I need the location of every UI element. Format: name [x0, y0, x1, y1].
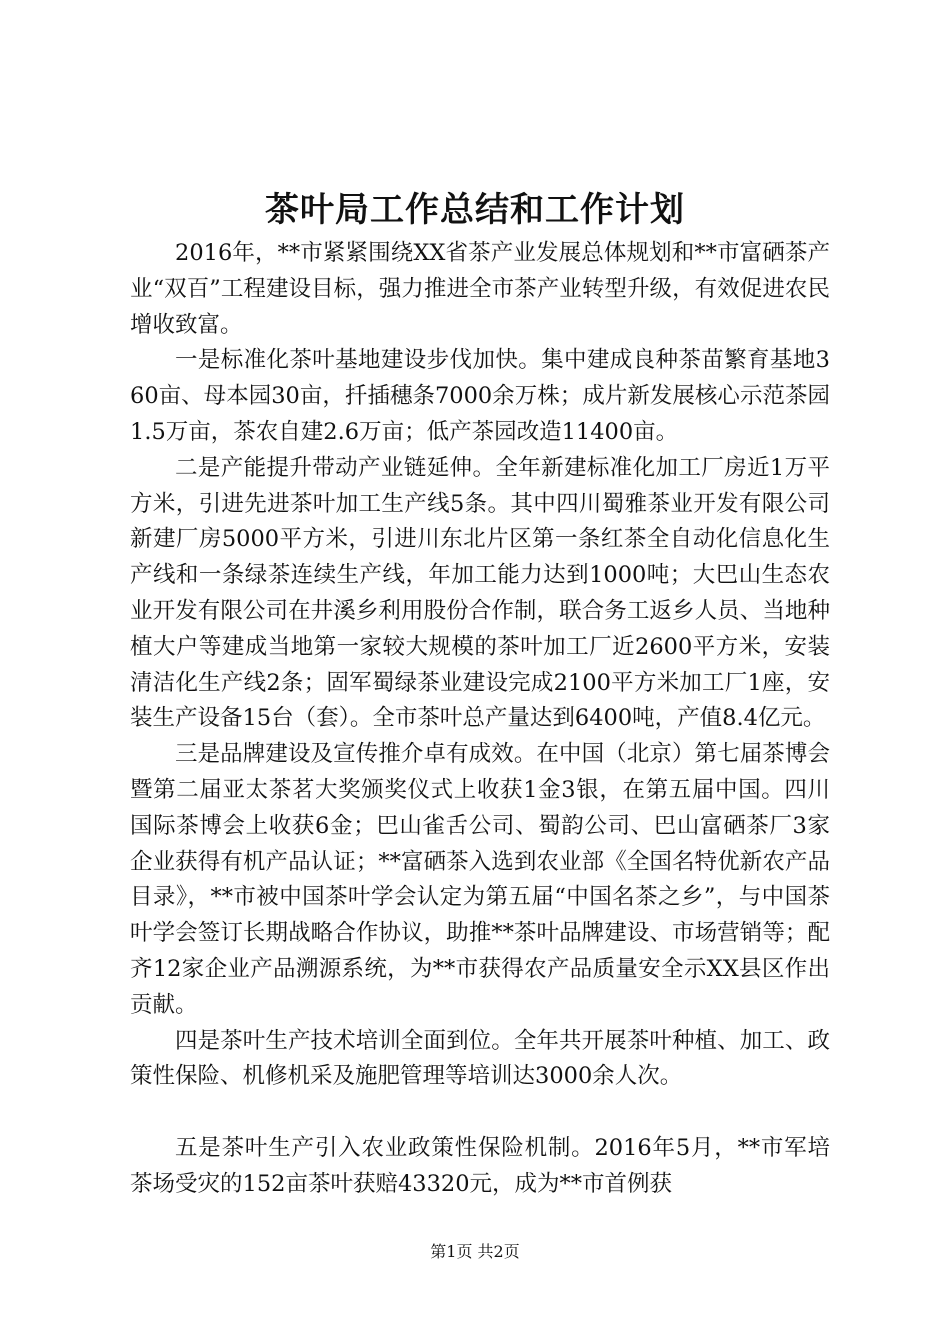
paragraph-training: 四是茶叶生产技术培训全面到位。全年共开展茶叶种植、加工、政策性保险、机修机采及施肥管理等培训达3000余人次。 — [130, 1027, 830, 1090]
paragraph-tea-base: 一是标准化茶叶基地建设步伐加快。集中建成良种茶苗繁育基地360亩、母本园30亩，扦插穗条7000余万株；成片新发展核心示范茶园1.5万亩，茶农自建2.6万亩；低产茶园改造11400亩。 — [130, 347, 830, 445]
paragraph-gap — [130, 1095, 830, 1131]
intro-paragraph: 2016年，**市紧紧围绕XX省茶产业发展总体规划和**市富硒茶产业“双百”工程建设目标，强力推进全市茶产业转型升级，有效促进农民增收致富。 — [130, 240, 830, 338]
paragraph-capacity: 二是产能提升带动产业链延伸。全年新建标准化加工厂房近1万平方米，引进先进茶叶加工生产线5条。其中四川蜀雅茶业开发有限公司新建厂房5000平方米，引进川东北片区第一条红茶全自动化信息化生产线和一条绿茶连续生产线，年加工能力达到1000吨；大巴山生态农业开发有限公司在井溪乡利用股份合作制，联合务工返乡人员、当地种植大户等建成当地第一家较大规模的茶叶加工厂近2600平方米，安装清洁化生产线2条；固军蜀绿茶业建设完成2100平方米加工厂1座，安装生产设备15台（套）。全市茶叶总产量达到6400吨，产值8.4亿元。 — [130, 454, 830, 732]
paragraph-insurance: 五是茶叶生产引入农业政策性保险机制。2016年5月，**市军培茶场受灾的152亩茶叶获赔43320元，成为**市首例获 — [130, 1135, 830, 1197]
page-number-footer: 第1页 共2页 — [430, 1242, 520, 1261]
document-title: 茶叶局工作总结和工作计划 — [265, 190, 685, 230]
paragraph-brand: 三是品牌建设及宣传推介卓有成效。在中国（北京）第七届茶博会暨第二届亚太茶茗大奖颁奖仪式上收获1金3银，在第五届中国。四川国际茶博会上收获6金；巴山雀舌公司、蜀韵公司、巴山富硒茶厂3家企业获得有机产品认证；**富硒茶入选到农业部《全国名特优新农产品目录》，**市被中国茶叶学会认定为第五届“中国名茶之乡”，与中国茶叶学会签订长期战略合作协议，助推**茶叶品牌建设、市场营销等；配齐12家企业产品溯源系统，为**市获得农产品质量安全示XX县区作出贡献。 — [130, 741, 830, 1018]
document-body — [130, 236, 830, 1203]
